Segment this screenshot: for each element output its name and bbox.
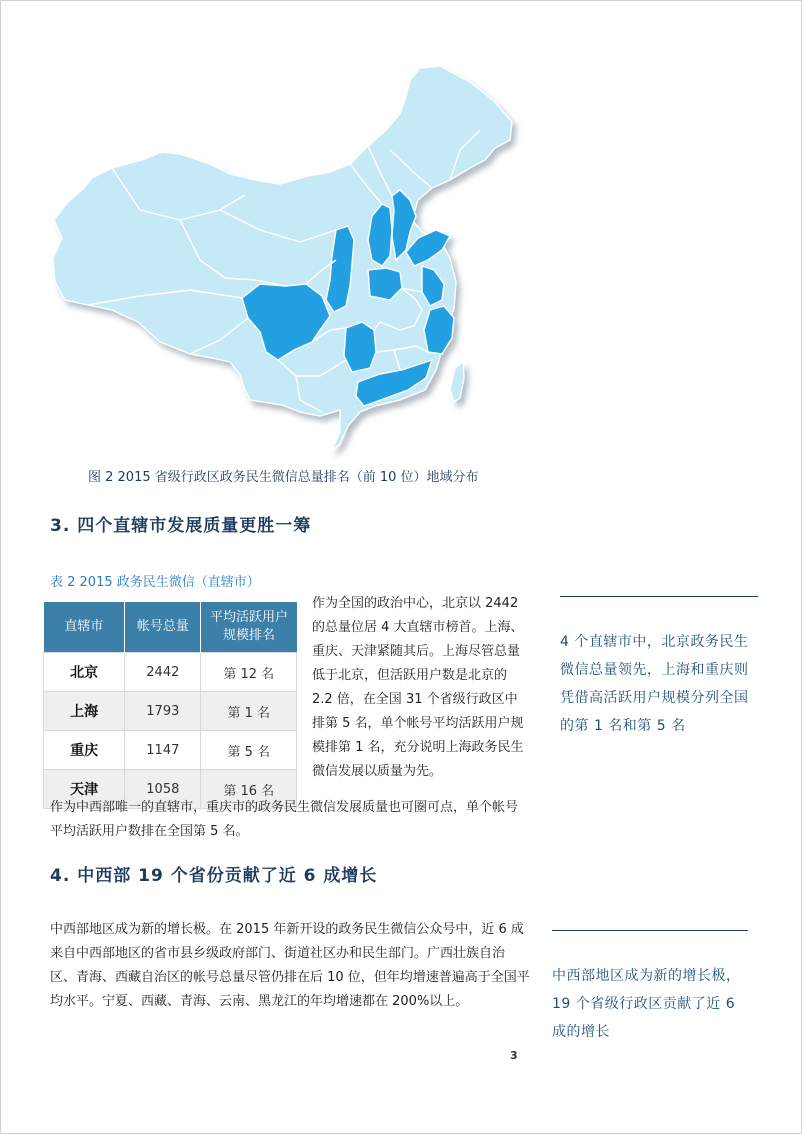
header-total: 帐号总量	[125, 602, 201, 653]
side-note-divider	[560, 596, 758, 597]
page-number: 3	[510, 1049, 518, 1062]
header-rank: 平均活跃用户规模排名	[201, 602, 297, 653]
map-country-base	[53, 66, 512, 450]
cell-rank: 第 1 名	[201, 692, 297, 731]
table-header-row	[44, 602, 297, 653]
map-taiwan	[450, 362, 464, 402]
cell-city: 重庆	[44, 731, 125, 770]
side-note-municipalities: 4 个直辖市中，北京政务民生微信总量领先，上海和重庆则凭借高活跃用户规模分列全国的第 1 名和第 5 名	[560, 634, 749, 734]
cell-rank: 第 12 名	[201, 653, 297, 692]
cell-total: 1147	[125, 731, 201, 770]
cell-total: 2442	[125, 653, 201, 692]
map-region-hunan	[344, 322, 376, 372]
section-4-paragraph: 中西部地区成为新的增长极。在 2015 年新开设的政务民生微信公众号中，近 6 成来自中西部地区的省市县乡级政府部门、街道社区办和民生部门。广西壮族自治区、青海、西藏自治区的帐号总量尽管仍排在后 10 位，但年均增速普遍高于全国平均水平。宁夏、西藏、青海、云南、黑龙江的年均增速都在 200%以上。	[50, 922, 530, 1009]
side-note-divider	[552, 930, 748, 931]
section-3-paragraph-below: 作为中西部唯一的直辖市，重庆市的政务民生微信发展质量也可圈可点，单个帐号平均活跃用户数排在全国第 5 名。	[50, 800, 519, 839]
side-note-midwest: 中西部地区成为新的增长极，19 个省级行政区贡献了近 6 成的增长	[552, 968, 741, 1040]
table-row	[44, 653, 297, 692]
section-3-paragraph-right: 作为全国的政治中心，北京以 2442 的总量位居 4 大直辖市榜首。上海、重庆、天津紧随其后。上海尽管总量低于北京，但活跃用户数是北京的 2.2 倍，在全国 31 个省级行政区中排第 5 名，单个帐号平均活跃用户规模排第 1 名，充分说明上海政务民生微信发展以质量为先。	[312, 596, 524, 779]
figure-caption: 图 2 2015 省级行政区政务民生微信总量排名（前 10 位）地域分布	[88, 470, 479, 485]
cell-city: 天津	[44, 770, 125, 809]
table-row	[44, 692, 297, 731]
table-row	[44, 731, 297, 770]
cell-total: 1058	[125, 770, 201, 809]
cell-city: 北京	[44, 653, 125, 692]
map-region-zhejiang	[424, 306, 454, 354]
table-title: 表 2 2015 政务民生微信（直辖市）	[50, 575, 260, 590]
header-city: 直辖市	[44, 602, 125, 653]
municipality-table	[43, 602, 297, 809]
cell-rank: 第 5 名	[201, 731, 297, 770]
china-province-map	[50, 60, 530, 460]
section-3-heading: 3. 四个直辖市发展质量更胜一筹	[50, 516, 312, 536]
section-4-heading: 4. 中西部 19 个省份贡献了近 6 成增长	[50, 866, 378, 886]
cell-rank: 第 16 名	[201, 770, 297, 809]
cell-city: 上海	[44, 692, 125, 731]
cell-total: 1793	[125, 692, 201, 731]
